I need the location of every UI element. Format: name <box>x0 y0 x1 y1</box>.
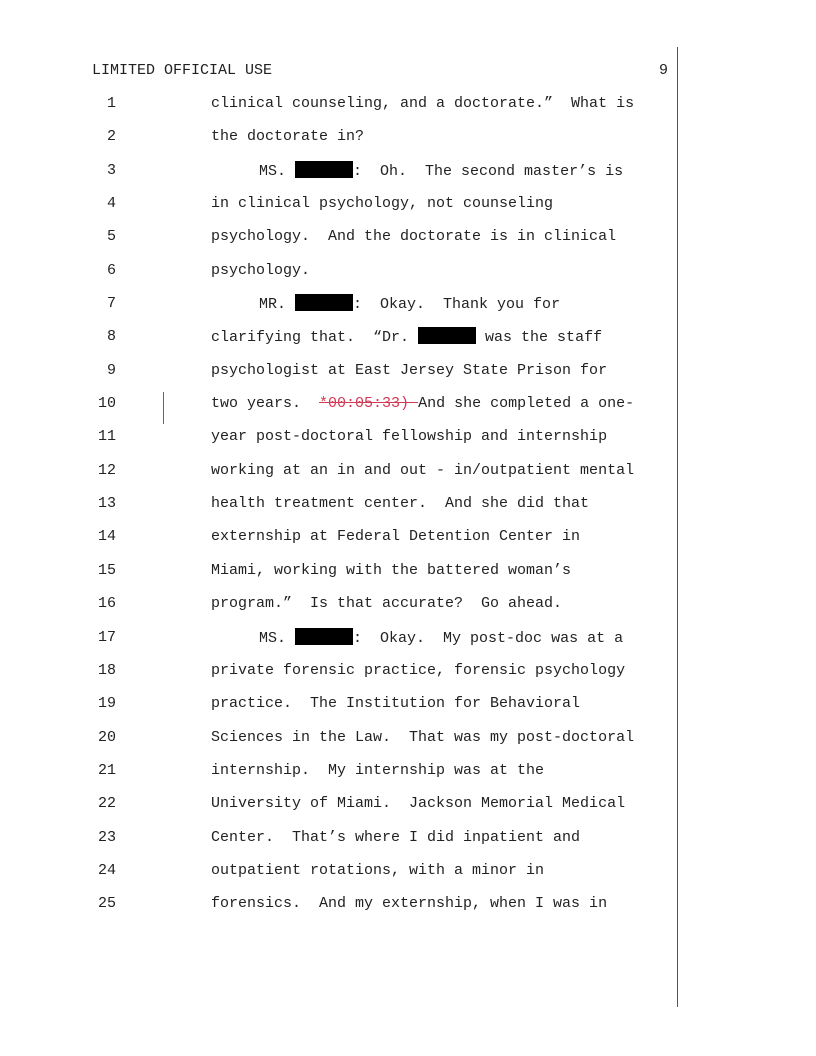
line-text: externship at Federal Detention Center in <box>211 528 581 546</box>
transcript-line <box>0 94 816 127</box>
line-text: Miami, working with the battered woman’s <box>211 561 572 579</box>
line-number: 24 <box>97 861 116 879</box>
line-text: year post-doctoral fellowship and internship <box>211 428 608 446</box>
line-number: 17 <box>97 628 116 646</box>
transcript-line <box>0 628 816 661</box>
line-text: the doctorate in? <box>211 128 365 146</box>
line-text <box>211 327 602 348</box>
line-number: 5 <box>106 228 116 246</box>
line-number: 23 <box>97 828 116 846</box>
line-number: 20 <box>97 728 116 746</box>
speaker-line <box>259 161 623 182</box>
line-number: 4 <box>106 195 116 213</box>
transcript-body <box>0 94 816 928</box>
line-number: 19 <box>97 695 116 713</box>
line-text: in clinical psychology, not counseling <box>211 195 554 213</box>
line-text: University of Miami. Jackson Memorial Medical <box>211 795 626 813</box>
transcript-line <box>0 127 816 160</box>
redaction-block <box>418 327 476 344</box>
line-text: program.” Is that accurate? Go ahead. <box>211 595 563 613</box>
transcript-line <box>0 527 816 560</box>
line-number: 8 <box>106 328 116 346</box>
line-number: 11 <box>97 428 116 446</box>
line-text-before-deletion: two years. <box>211 395 320 413</box>
transcript-line <box>0 494 816 527</box>
speaker-line <box>259 628 623 649</box>
speaker-title: MS. <box>259 629 287 647</box>
transcript-line <box>0 294 816 327</box>
speaker-line <box>259 294 560 315</box>
line-text-after-redaction: : Oh. The second master’s is <box>353 162 624 180</box>
page-number: 9 <box>658 62 668 79</box>
transcript-line <box>0 394 816 427</box>
line-number: 2 <box>106 128 116 146</box>
transcript-line <box>0 261 816 294</box>
header-classification: LIMITED OFFICIAL USE <box>92 62 273 79</box>
redaction-block <box>295 161 353 178</box>
line-number: 9 <box>106 361 116 379</box>
line-number: 13 <box>97 495 116 513</box>
redaction-block <box>295 628 353 645</box>
line-text: psychologist at East Jersey State Prison for <box>211 361 608 379</box>
line-number: 12 <box>97 461 116 479</box>
speaker-title: MS. <box>259 162 287 180</box>
speaker-title: MR. <box>259 296 287 314</box>
line-number: 10 <box>97 395 116 413</box>
line-text: clinical counseling, and a doctorate.” What is <box>211 95 635 112</box>
transcript-line <box>0 461 816 494</box>
deleted-timestamp: *00:05:33) <box>319 395 419 413</box>
line-text-after-redaction: : Okay. My post-doc was at a <box>353 629 624 647</box>
transcript-line <box>0 194 816 227</box>
line-number: 25 <box>97 895 116 913</box>
transcript-line <box>0 728 816 761</box>
redaction-block <box>295 294 353 311</box>
line-text: forensics. And my externship, when I was in <box>211 895 608 913</box>
revision-change-bar <box>163 392 164 424</box>
line-number: 7 <box>106 295 116 313</box>
line-text: private forensic practice, forensic psychology <box>211 661 626 679</box>
transcript-line <box>0 694 816 727</box>
transcript-line <box>0 794 816 827</box>
transcript-line <box>0 361 816 394</box>
line-text-after-redaction: : Okay. Thank you for <box>353 296 561 314</box>
line-text: outpatient rotations, with a minor in <box>211 861 545 879</box>
line-number: 18 <box>97 661 116 679</box>
line-number: 16 <box>97 595 116 613</box>
transcript-line <box>0 327 816 360</box>
line-text: practice. The Institution for Behavioral <box>211 695 581 713</box>
line-text-after-deletion: And she completed a one- <box>418 395 635 413</box>
line-text <box>211 394 634 414</box>
line-text: working at an in and out - in/outpatient mental <box>211 461 635 479</box>
transcript-line <box>0 161 816 194</box>
transcript-line <box>0 427 816 460</box>
line-text: internship. My internship was at the <box>211 761 545 779</box>
line-number: 21 <box>97 761 116 779</box>
line-number: 14 <box>97 528 116 546</box>
line-text: psychology. And the doctorate is in clinical <box>211 228 617 246</box>
line-number: 15 <box>97 561 116 579</box>
transcript-line <box>0 227 816 260</box>
line-text: Sciences in the Law. That was my post-doctoral <box>211 728 635 746</box>
line-text-after-redaction: was the staff <box>476 329 603 347</box>
line-text: health treatment center. And she did that <box>211 495 590 513</box>
transcript-line <box>0 861 816 894</box>
line-text: psychology. <box>211 261 311 279</box>
transcript-line <box>0 561 816 594</box>
line-text-before-redaction: clarifying that. “Dr. <box>211 329 419 347</box>
line-text: Center. That’s where I did inpatient and <box>211 828 581 846</box>
line-number: 3 <box>106 161 116 179</box>
transcript-line <box>0 594 816 627</box>
transcript-line <box>0 661 816 694</box>
line-number: 6 <box>106 261 116 279</box>
line-number: 22 <box>97 795 116 813</box>
page-header <box>92 61 668 81</box>
transcript-line <box>0 828 816 861</box>
line-number: 1 <box>106 95 116 112</box>
transcript-line <box>0 894 816 927</box>
transcript-line <box>0 761 816 794</box>
